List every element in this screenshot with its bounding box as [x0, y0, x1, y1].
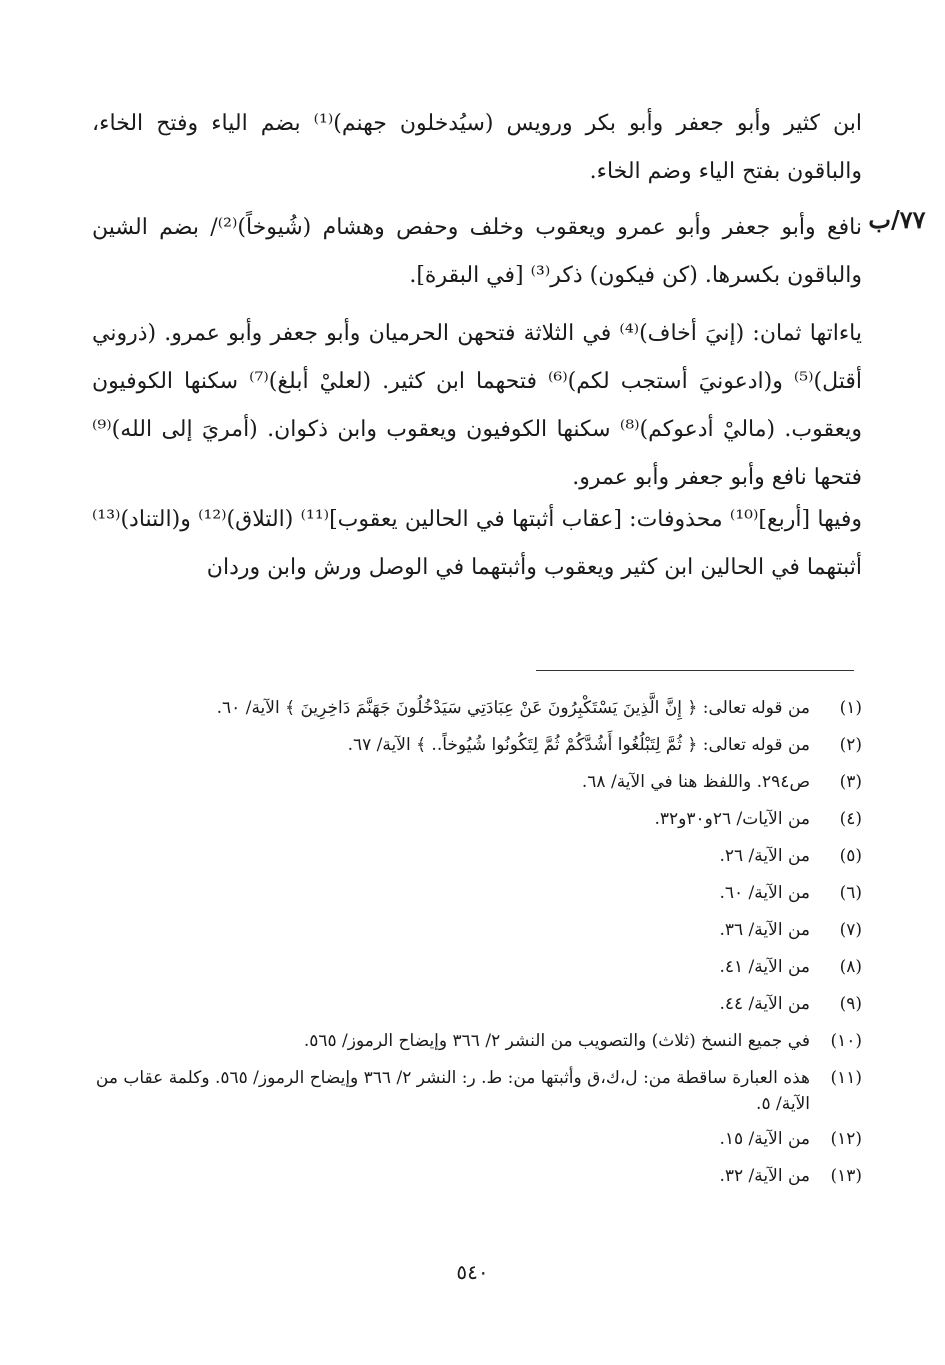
- footnote-number: (٣): [839, 772, 862, 792]
- footnote-item: [92, 1121, 862, 1158]
- marginal-manuscript-ref: ٧٧/ب: [868, 205, 926, 234]
- footnote-number: (٥): [839, 846, 862, 866]
- footnote-number: (٦): [839, 883, 862, 903]
- footnote-item: [92, 949, 862, 986]
- footnote-number: (٤): [839, 809, 862, 829]
- footnote-item: [92, 1060, 862, 1121]
- footnote-item: [92, 912, 862, 949]
- footnote-text: من الآيات/ ٢٦و٣٠و٣٢.: [654, 809, 810, 829]
- footnote-number: (٢): [839, 735, 862, 755]
- footnote-text: من الآية/ ١٥.: [719, 1129, 810, 1149]
- footnote-text: من الآية/ ٤٤.: [719, 994, 810, 1014]
- paragraph-2: نافع وأبو جعفر وأبو عمرو ويعقوب وخلف وحفص وهشام (شُيوخاً)⁽²⁾/ بضم الشين والباقون بكسرها. (كن فيكون) ذكر⁽³⁾ [في البقرة].: [92, 215, 862, 288]
- footnote-number: (١١): [830, 1068, 862, 1088]
- paragraph-4: وفيها [أربع]⁽¹⁰⁾ محذوفات: [عقاب أثبتها في الحالين يعقوب]⁽¹¹⁾ (التلاق)⁽¹²⁾ و(التناد)⁽¹³⁾ أثبتهما في الحالين ابن كثير ويعقوب وأثبتهما في الوصل ورش وابن وردان: [92, 507, 862, 580]
- footnote-text: من قوله تعالى: ﴿ إِنَّ الَّذِينَ يَسْتَكْبِرُونَ عَنْ عِبَادَتِي سَيَدْخُلُونَ جَهَنَّمَ دَاخِرِينَ ﴾ الآية/ ٦٠.: [216, 698, 810, 718]
- footnote-number: (١٠): [830, 1031, 862, 1051]
- footnote-number: (١٢): [830, 1129, 862, 1149]
- footnote-item: [92, 801, 862, 838]
- footnote-number: (٩): [839, 994, 862, 1014]
- footnote-item: [92, 690, 862, 727]
- page-number: ٥٤٠: [456, 1260, 489, 1284]
- footnote-item: [92, 986, 862, 1023]
- footnote-item: [92, 727, 862, 764]
- footnote-number: (١٣): [830, 1166, 862, 1186]
- footnote-text: ص٢٩٤. واللفظ هنا في الآية/ ٦٨.: [581, 772, 810, 792]
- footnote-text: في جميع النسخ (ثلاث) والتصويب من النشر ٢/ ٣٦٦ وإيضاح الرموز/ ٥٦٥.: [303, 1031, 810, 1051]
- footnote-item: [92, 838, 862, 875]
- footnote-text: هذه العبارة ساقطة من: ل،ك،ق وأثبتها من: ط. ر: النشر ٢/ ٣٦٦ وإيضاح الرموز/ ٥٦٥. وكلمة عقاب من الآية/ ٥.: [95, 1068, 810, 1114]
- footnote-item: [92, 764, 862, 801]
- footnote-separator: [536, 670, 854, 671]
- paragraph-1: ابن كثير وأبو جعفر وأبو بكر ورويس (سيُدخلون جهنم)⁽¹⁾ بضم الياء وفتح الخاء، والباقون بفتح الياء وضم الخاء.: [92, 111, 862, 184]
- footnote-text: من الآية/ ٢٦.: [719, 846, 810, 866]
- footnote-text: من قوله تعالى: ﴿ ثُمَّ لِتَبْلُغُوا أَشُدَّكُمْ ثُمَّ لِتَكُونُوا شُيُوخاً.. ﴾ الآية/ ٦٧.: [347, 735, 810, 755]
- footnotes: [92, 690, 862, 1195]
- paragraph-3: ياءاتها ثمان: (إنيَ أخاف)⁽⁴⁾ في الثلاثة فتحهن الحرميان وأبو جعفر وأبو عمرو. (ذروني أقتل)⁽⁵⁾ و(ادعونيَ أستجب لكم)⁽⁶⁾ فتحهما ابن كثير. (لعليْ أبلغ)⁽⁷⁾ سكنها الكوفيون ويعقوب. (ماليْ أدعوكم)⁽⁸⁾ سكنها الكوفيون ويعقوب وابن ذكوان. (أمريَ إلى الله)⁽⁹⁾ فتحها نافع وأبو جعفر وأبو عمرو.: [92, 321, 862, 490]
- footnote-number: (٨): [839, 957, 862, 977]
- footnote-text: من الآية/ ٣٢.: [719, 1166, 810, 1186]
- footnote-text: من الآية/ ٣٦.: [719, 920, 810, 940]
- footnote-item: [92, 875, 862, 912]
- footnote-item: [92, 1158, 862, 1195]
- footnote-number: (١): [839, 698, 862, 718]
- footnote-text: من الآية/ ٤١.: [719, 957, 810, 977]
- footnote-text: من الآية/ ٦٠.: [719, 883, 810, 903]
- footnote-number: (٧): [839, 920, 862, 940]
- footnote-item: [92, 1023, 862, 1060]
